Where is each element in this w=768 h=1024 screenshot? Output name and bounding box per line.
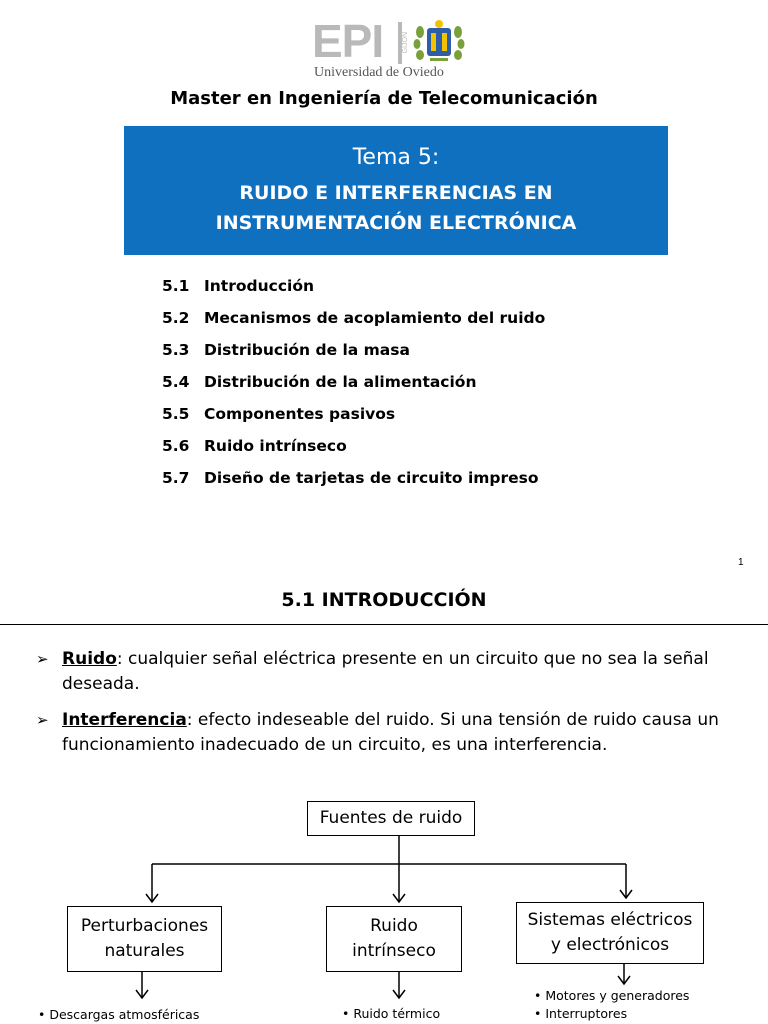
logo-vertical-text: GIJÓN bbox=[402, 32, 409, 54]
bullet-term: Interferencia bbox=[62, 710, 187, 730]
leaf-item: • Interruptores bbox=[534, 1006, 628, 1021]
toc-label: Componentes pasivos bbox=[204, 405, 396, 423]
bullet-term: Ruido bbox=[62, 649, 117, 669]
node-label bbox=[352, 914, 436, 964]
toc-number: 5.3 bbox=[162, 341, 190, 359]
node-label-line1: Perturbaciones bbox=[80, 916, 209, 936]
bullet-definition: : efecto indeseable del ruido. Si una tensión de ruido causa un funcionamiento inadecuado de un circuito, es una interferencia. bbox=[62, 710, 719, 755]
diagram-node-intrinsic bbox=[326, 906, 462, 972]
bullet-arrow-icon: ➢ bbox=[36, 650, 49, 668]
node-label-line2: intrínseco bbox=[352, 941, 436, 961]
toc-number: 5.5 bbox=[162, 405, 190, 423]
toc-label: Distribución de la masa bbox=[204, 341, 410, 359]
node-label-line2: y electrónicos bbox=[550, 935, 670, 955]
page-number: 1 bbox=[738, 557, 744, 568]
node-label bbox=[81, 914, 208, 964]
leaf-item: • Motores y generadores bbox=[534, 988, 690, 1003]
program-title: Master en Ingeniería de Telecomunicación bbox=[170, 88, 598, 109]
leaf-item: • Descargas atmosféricas bbox=[38, 1007, 200, 1022]
diagram-root-label: Fuentes de ruido bbox=[319, 808, 463, 828]
university-name: Universidad de Oviedo bbox=[314, 65, 444, 80]
toc-number: 5.6 bbox=[162, 437, 190, 455]
toc-label: Ruido intrínseco bbox=[204, 437, 347, 455]
diagram-node-natural bbox=[67, 906, 222, 972]
toc-label: Distribución de la alimentación bbox=[204, 373, 477, 391]
toc-label: Introducción bbox=[204, 277, 315, 295]
toc-label: Mecanismos de acoplamiento del ruido bbox=[204, 309, 546, 327]
node-label-line1: Ruido bbox=[370, 916, 418, 936]
toc-number: 5.1 bbox=[162, 277, 190, 295]
toc-number: 5.4 bbox=[162, 373, 190, 391]
leaf-item: • Ruido térmico bbox=[342, 1006, 441, 1021]
bullet-arrow-icon: ➢ bbox=[36, 711, 49, 729]
toc-number: 5.7 bbox=[162, 469, 190, 487]
diagram-root-box bbox=[307, 801, 475, 836]
section-title: 5.1 INTRODUCCIÓN bbox=[281, 589, 487, 611]
logo-brand: EPI bbox=[312, 15, 384, 67]
topic-title-line2: INSTRUMENTACIÓN ELECTRÓNICA bbox=[215, 212, 577, 234]
toc-label: Diseño de tarjetas de circuito impreso bbox=[204, 469, 539, 487]
topic-title-line1: RUIDO E INTERFERENCIAS EN bbox=[239, 182, 553, 204]
node-label bbox=[528, 908, 693, 958]
topic-number: Tema 5: bbox=[352, 145, 440, 170]
toc-number: 5.2 bbox=[162, 309, 190, 327]
node-label-line2: naturales bbox=[104, 941, 185, 961]
node-label-line1: Sistemas eléctricos bbox=[527, 910, 693, 930]
bullet-definition: : cualquier señal eléctrica presente en un circuito que no sea la señal deseada. bbox=[62, 649, 709, 694]
diagram-node-systems bbox=[516, 902, 704, 964]
